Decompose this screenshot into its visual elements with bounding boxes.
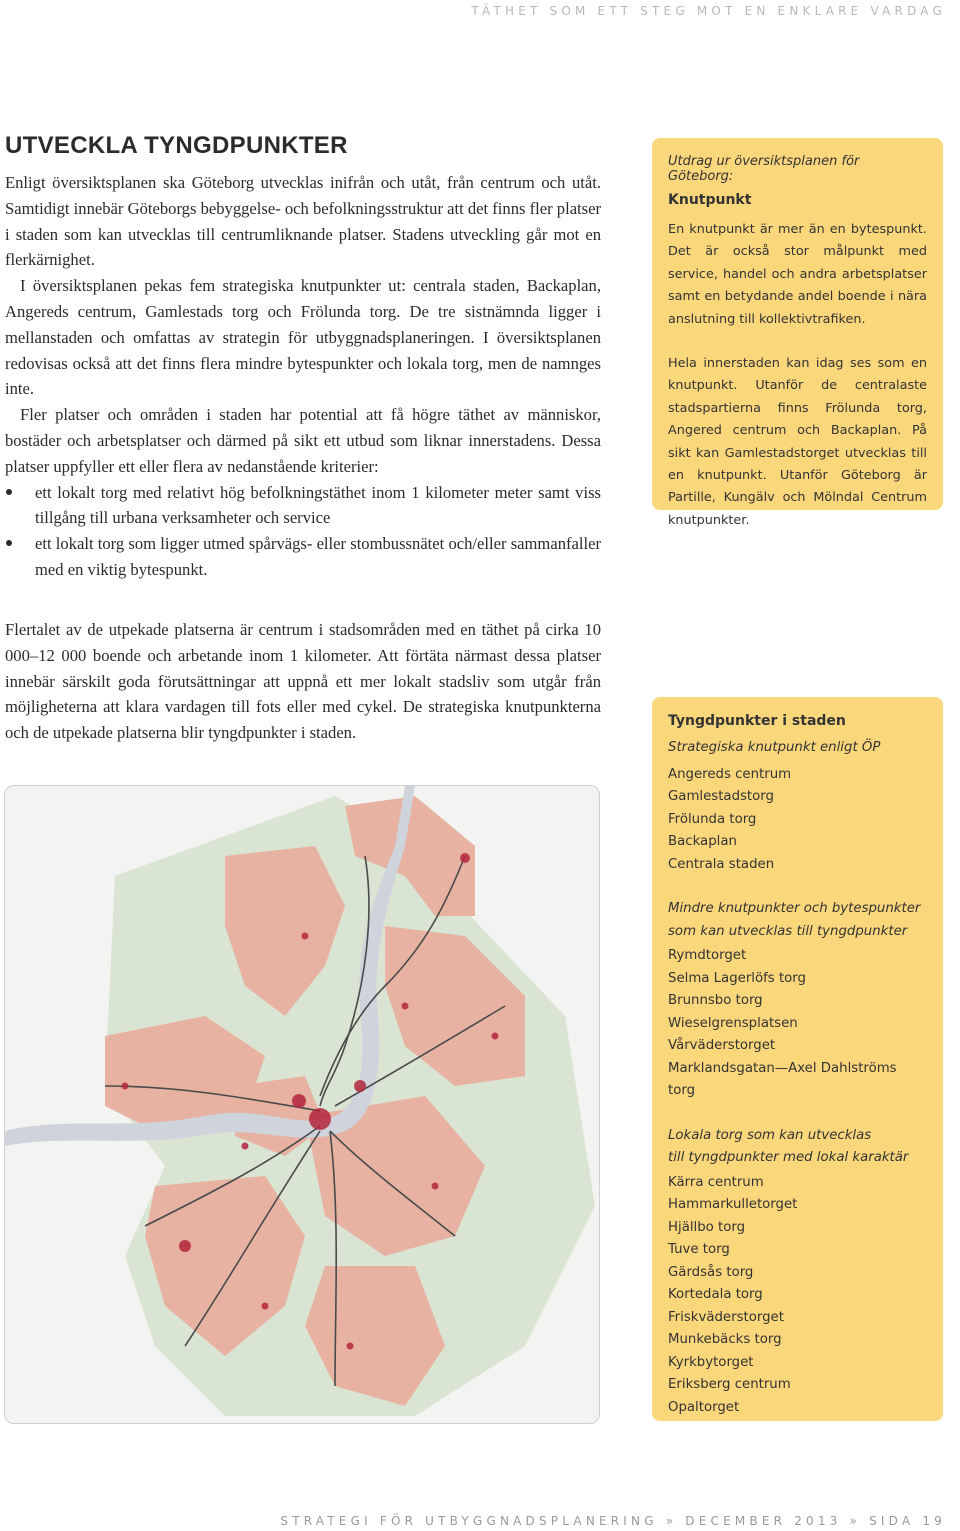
marker-centrala-staden [309,1108,331,1130]
place-item: Hammarkulletorget [668,1197,798,1212]
place-item: Friskväderstorget [668,1309,784,1325]
criteria-item: ett lokalt torg med relativt hög befolkningstäthet inom 1 kilometer meter samt viss tillgång till urbana verksamheter och service [5,480,601,532]
knutpunkt-group [668,737,927,876]
marker-lokalt-torg [432,1183,439,1190]
bullet-icon [6,540,12,546]
group-subtitle: Strategiska knutpunkt enligt ÖP [668,740,881,755]
place-item: Marklandsgatan—Axel Dahlströms torg [668,1060,897,1098]
marker-frolunda-torg [179,1240,191,1252]
place-item: Frölunda torg [668,811,757,827]
group-subtitle: Lokala torg som kan utvecklas [668,1127,872,1143]
place-item: Kärra centrum [668,1174,764,1190]
body-paragraph-1: Enligt översiktsplanen ska Göteborg utvecklas inifrån och utåt, från centrum och utåt. Samtidigt innebär Göteborgs bebyggelse- och befolkningsstruktur att det finns fler platser i staden som kan utvecklas till centrumliknande platser. Stadens utveckling går mot en flerkärnighet. [5,173,602,270]
marker-lokalt-torg [262,1303,269,1310]
tyngdpunkter-heading: Tyngdpunkter i staden [668,713,846,729]
place-item: Eriksberg centrum [668,1377,791,1392]
info-box-paragraph-1: En knutpunkt är mer än en bytespunkt. Det är också stor målpunkt med service, handel och andra arbetsplatser samt en betydande andel boende i nära anslutning till kollektivtrafiken. [668,222,927,327]
place-item: Hjällbo torg [668,1219,746,1235]
body-paragraph-4: Flertalet av de utpekade platserna är centrum i stadsområden med en täthet på cirka 10 000–12 000 boende och arbetande inom 1 kilometer. Att förtäta närmast dessa platser innebär särskilt goda förutsättningar att uppnå ett mer lokalt stadsliv som utgår från möjligheterna att klara vardagen till fots eller med cykel. De strategiska knutpunkterna och de utpekade platserna blir tyngdpunkter i staden. [5,620,601,743]
criteria-list [5,480,601,583]
place-item: Gärdsås torg [668,1264,754,1280]
criteria-item: ett lokalt torg som ligger utmed spårvägs- eller stombussnätet och/eller sammanfaller med en viktig bytespunkt. [5,531,601,583]
group-subtitle: som kan utvecklas till tyngdpunkter [668,923,908,939]
bullet-icon [6,489,12,495]
group-subtitle: Mindre knutpunkter och bytespunkter [668,901,921,916]
section-title: UTVECKLA TYNGDPUNKTER [5,132,348,159]
place-item: Wieselgrensplatsen [668,1015,798,1031]
place-item: Opaltorget [668,1399,740,1415]
place-item: Gamlestadstorg [668,789,774,804]
page-footer: STRATEGI FÖR UTBYGGNADSPLANERING » DECEMBER 2013 » SIDA 19 [280,1514,946,1528]
body-paragraph-3: Fler platser och områden i staden har potential att få högre täthet av människor, bostäder och arbetsplatser och därmed på sikt ett utbud som liknar innerstadens. Dessa platser uppfyller ett eller flera av nedanstående kriterier: [5,405,601,476]
place-item: Vårväderstorget [668,1038,776,1053]
place-item: Selma Lagerlöfs torg [668,970,806,986]
tyngdpunkter-box [652,697,943,1421]
marker-lokalt-torg [492,1033,499,1040]
marker-lokalt-torg [122,1083,129,1090]
marker-lokalt-torg [347,1343,354,1350]
marker-gamlestadstorg [354,1080,366,1092]
place-item: Brunnsbo torg [668,993,763,1008]
body-paragraph-2: I översiktsplanen pekas fem strategiska knutpunkter ut: centrala staden, Backaplan, Angereds centrum, Gamlestads torg och Frölunda torg. De tre sistnämnda ligger i mellanstaden och omfattas av strategin för utbyggnadsplaneringen. I översiktsplanen redovisas också att det finns flera mindre bytespunkter och lokala torg, men de namnges inte. [5,276,601,399]
bytespunkt-group [668,898,927,1103]
marker-lokalt-torg [402,1003,409,1010]
marker-backaplan [292,1094,306,1108]
place-item: Munkebäcks torg [668,1332,782,1347]
place-item: Rymdtorget [668,948,747,963]
place-item: Tuve torg [668,1242,730,1257]
info-box-paragraph-2: Hela innerstaden kan idag ses som en knutpunkt. Utanför de centralaste stadspartierna finns Frölunda torg, Angered centrum och Backaplan. På sikt kan Gamlestadstorget utvecklas till en knutpunkt. Utanför Göteborg är Partille, Kungälv och Mölndal Centrum knutpunkter. [668,356,927,528]
body-text [5,170,601,583]
group-subtitle: till tyngdpunkter med lokal karaktär [668,1150,909,1165]
knutpunkt-info-box [652,138,943,528]
place-list [668,945,927,1103]
place-item: Angereds centrum [668,766,792,782]
place-item: Kortedala torg [668,1287,763,1302]
marker-angereds-centrum [460,853,470,863]
info-box-heading: Knutpunkt [668,192,752,208]
lokala-torg-group [668,1125,927,1420]
place-list [668,1172,927,1420]
info-box-intro: Utdrag ur översiktsplanen för Göteborg: [668,154,860,184]
place-list [668,764,927,877]
place-item: Kyrkbytorget [668,1354,754,1370]
place-item: Centrala staden [668,856,775,872]
city-map [4,785,600,1424]
place-item: Backaplan [668,834,737,849]
marker-lokalt-torg [302,933,309,940]
running-header: TÄTHET SOM ETT STEG MOT EN ENKLARE VARDAG [471,4,946,18]
marker-lokalt-torg [242,1143,249,1150]
